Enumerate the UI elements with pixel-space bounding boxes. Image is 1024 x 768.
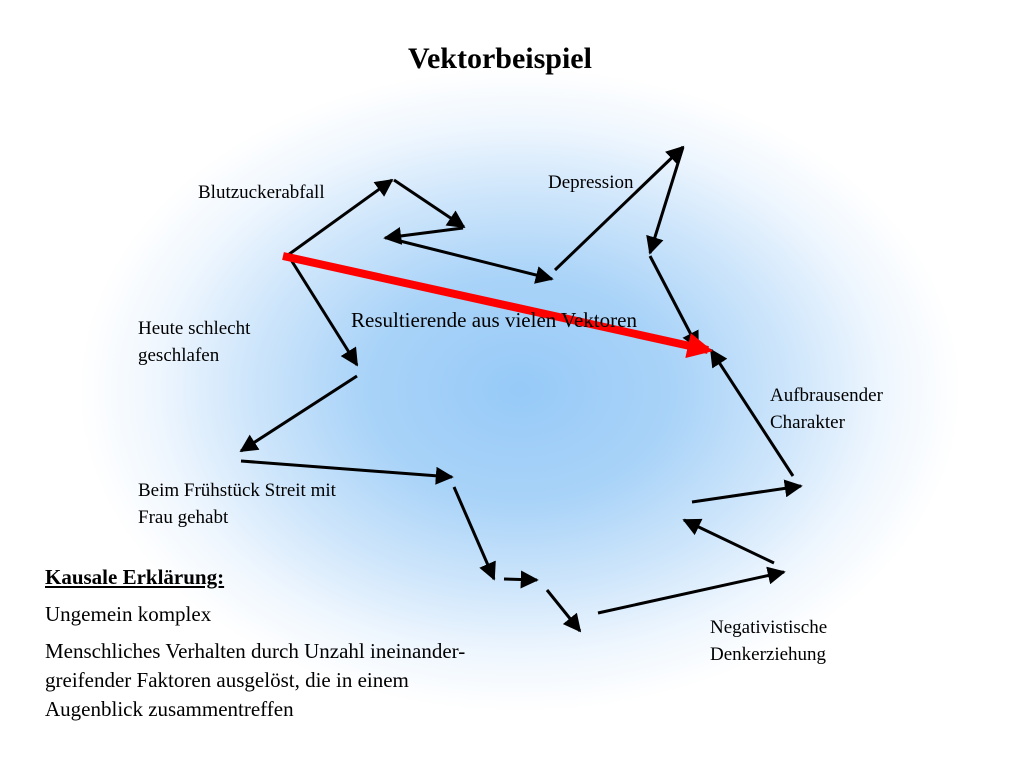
- vector-arrow: [692, 486, 801, 502]
- label-line: Frau gehabt: [138, 507, 229, 528]
- explanation-paragraph-line: Menschliches Verhalten durch Unzahl ineinander-: [45, 639, 466, 663]
- label-line: Depression: [548, 172, 634, 193]
- label-line: Beim Frühstück Streit mit: [138, 480, 336, 501]
- vector-arrow: [547, 590, 580, 631]
- label-schlecht-geschlafen: [138, 315, 250, 369]
- vector-arrow: [650, 256, 698, 348]
- label-line: geschlafen: [138, 345, 220, 366]
- vector-arrow: [388, 238, 552, 279]
- label-negativistische-denkerziehung: [710, 614, 827, 668]
- label-line: Denkerziehung: [710, 644, 827, 665]
- explanation-paragraph-line: greifender Faktoren ausgelöst, die in einem: [45, 668, 409, 692]
- vector-arrow: [394, 180, 464, 227]
- explanation-paragraph: [45, 637, 465, 724]
- vector-arrow: [504, 579, 537, 580]
- label-line: Charakter: [770, 412, 845, 433]
- label-resultierende: Resultierende aus vielen Vektoren: [351, 308, 637, 332]
- explanation-heading: Kausale Erklärung:: [45, 565, 225, 589]
- vector-arrow: [385, 228, 463, 238]
- vector-arrow: [241, 376, 357, 451]
- vector-chain: [241, 147, 801, 631]
- vector-arrow: [684, 520, 774, 563]
- slide-title: Vektorbeispiel: [408, 42, 592, 75]
- explanation-paragraph-line: Augenblick zusammentreffen: [45, 697, 294, 721]
- label-blutzuckerabfall: [198, 179, 325, 206]
- resultant-vector-arrow: [283, 256, 708, 350]
- explanation-block: [45, 563, 465, 724]
- label-aufbrausender-charakter: [770, 382, 883, 436]
- label-line: Heute schlecht: [138, 318, 251, 339]
- vector-arrow: [241, 461, 452, 477]
- explanation-line: Ungemein komplex: [45, 602, 212, 626]
- vector-arrow: [598, 572, 784, 613]
- label-line: Aufbrausender: [770, 385, 883, 406]
- label-depression: [548, 169, 633, 196]
- label-line: Blutzuckerabfall: [198, 182, 325, 203]
- label-line: Negativistische: [710, 617, 828, 638]
- label-fruehstueck-streit: [138, 477, 336, 531]
